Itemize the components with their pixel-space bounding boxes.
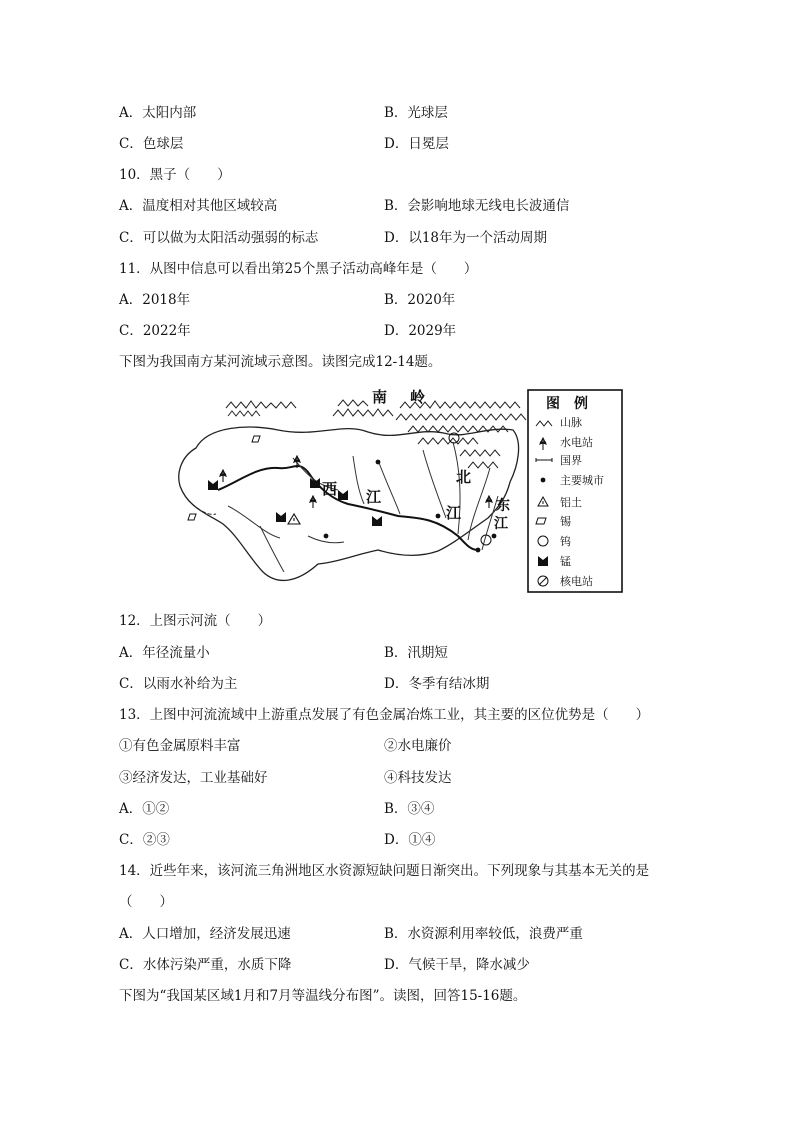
label-ling: 岭 <box>410 388 426 406</box>
hydropower-icon <box>220 456 492 508</box>
q13-item-3: ③经济发达，工业基础好 <box>119 770 268 786</box>
q13-stem: 13．上图中河流流域中上游重点发展了有色金属冶炼工业，其主要的区位优势是（ ） <box>119 707 650 723</box>
label-jiang-east: 江 <box>494 516 508 532</box>
legend-label-bauxite: 铝土 <box>560 496 582 509</box>
label-xi: 西 <box>322 480 338 498</box>
q14-stem-bracket: （ ） <box>119 894 173 910</box>
q13-option-d: D．①④ <box>384 832 436 848</box>
label-bei: 北 <box>456 468 472 486</box>
q13-item-4: ④科技发达 <box>384 770 452 786</box>
q13-option-c: C．②③ <box>119 832 170 848</box>
q9-option-d: D．日冕层 <box>384 136 449 152</box>
q14-option-a: A．人口增加，经济发展迅速 <box>119 926 291 942</box>
q13-option-a: A．①② <box>119 801 170 817</box>
q9-option-a: A．太阳内部 <box>119 105 197 121</box>
q9-option-c: C．色球层 <box>119 136 184 152</box>
q14-option-b: B．水资源利用率较低，浪费严重 <box>384 926 583 942</box>
q13-item-1: ①有色金属原料丰富 <box>119 738 241 754</box>
q12-option-b: B．汛期短 <box>384 645 448 661</box>
q10-option-c: C．可以做为太阳活动强弱的标志 <box>119 230 319 246</box>
q14-option-d: D．气候干旱，降水减少 <box>384 957 530 973</box>
q11-option-d: D．2029年 <box>384 323 457 339</box>
q12-option-d: D．冬季有结冰期 <box>384 676 490 692</box>
city-marker <box>324 534 329 539</box>
legend-label-hydropower: 水电站 <box>560 436 593 449</box>
intro-isotherm-text: 下图为“我国某区域1月和7月等温线分布图”。读图，回答15-16题。 <box>119 988 527 1004</box>
label-jiang-west: 江 <box>366 488 382 506</box>
q14-option-c: C．水体污染严重，水质下降 <box>119 957 292 973</box>
intro-map-text: 下图为我国南方某河流域示意图。读图完成12-14题。 <box>119 354 442 370</box>
q11-option-c: C．2022年 <box>119 323 191 339</box>
q11-option-a: A．2018年 <box>119 292 191 308</box>
q14-stem: 14．近些年来，该河流三角洲地区水资源短缺问题日渐突出。下列现象与其基本无关的是 <box>119 863 650 879</box>
legend-title: 图 例 <box>546 396 588 412</box>
q10-option-a: A．温度相对其他区域较高 <box>119 198 278 214</box>
q12-option-a: A．年径流量小 <box>119 645 210 661</box>
q10-option-d: D．以18年为一个活动周期 <box>384 230 548 246</box>
legend-label-border: 国界 <box>560 454 582 467</box>
city-marker <box>476 548 481 553</box>
bauxite-icon <box>288 514 300 524</box>
legend-label-mountain: 山脉 <box>560 416 582 429</box>
q13-option-b: B．③④ <box>384 801 435 817</box>
legend-label-city: 主要城市 <box>560 474 604 487</box>
legend-label-nuclear: 核电站 <box>560 575 593 588</box>
q11-stem: 11．从图中信息可以看出第25个黑子活动高峰年是（ ） <box>119 261 478 277</box>
city-marker <box>492 534 497 539</box>
city-marker <box>376 460 381 465</box>
legend-label-manganese: 锰 <box>560 555 571 568</box>
q12-stem: 12．上图示河流（ ） <box>119 613 272 629</box>
q9-option-b: B．光球层 <box>384 105 448 121</box>
tin-icon <box>188 436 260 520</box>
main-river <box>218 466 478 550</box>
map-legend <box>528 390 622 592</box>
q10-option-b: B．会影响地球无线电长波通信 <box>384 198 570 214</box>
manganese-icon <box>208 478 382 526</box>
legend-city-icon <box>541 478 546 483</box>
river-basin-map <box>168 386 628 596</box>
legend-label-tin: 锡 <box>560 515 571 528</box>
q11-option-b: B．2020年 <box>384 292 456 308</box>
q13-item-2: ②水电廉价 <box>384 738 452 754</box>
city-marker <box>436 514 441 519</box>
label-jiang-north: 江 <box>446 504 462 522</box>
legend-label-tungsten: 钨 <box>560 535 571 548</box>
river-basin-map-svg <box>168 386 628 596</box>
label-dong: 东 <box>496 498 510 514</box>
q10-stem: 10．黑子（ ） <box>119 167 231 183</box>
label-nan: 南 <box>372 388 388 406</box>
q12-option-c: C．以雨水补给为主 <box>119 676 238 692</box>
